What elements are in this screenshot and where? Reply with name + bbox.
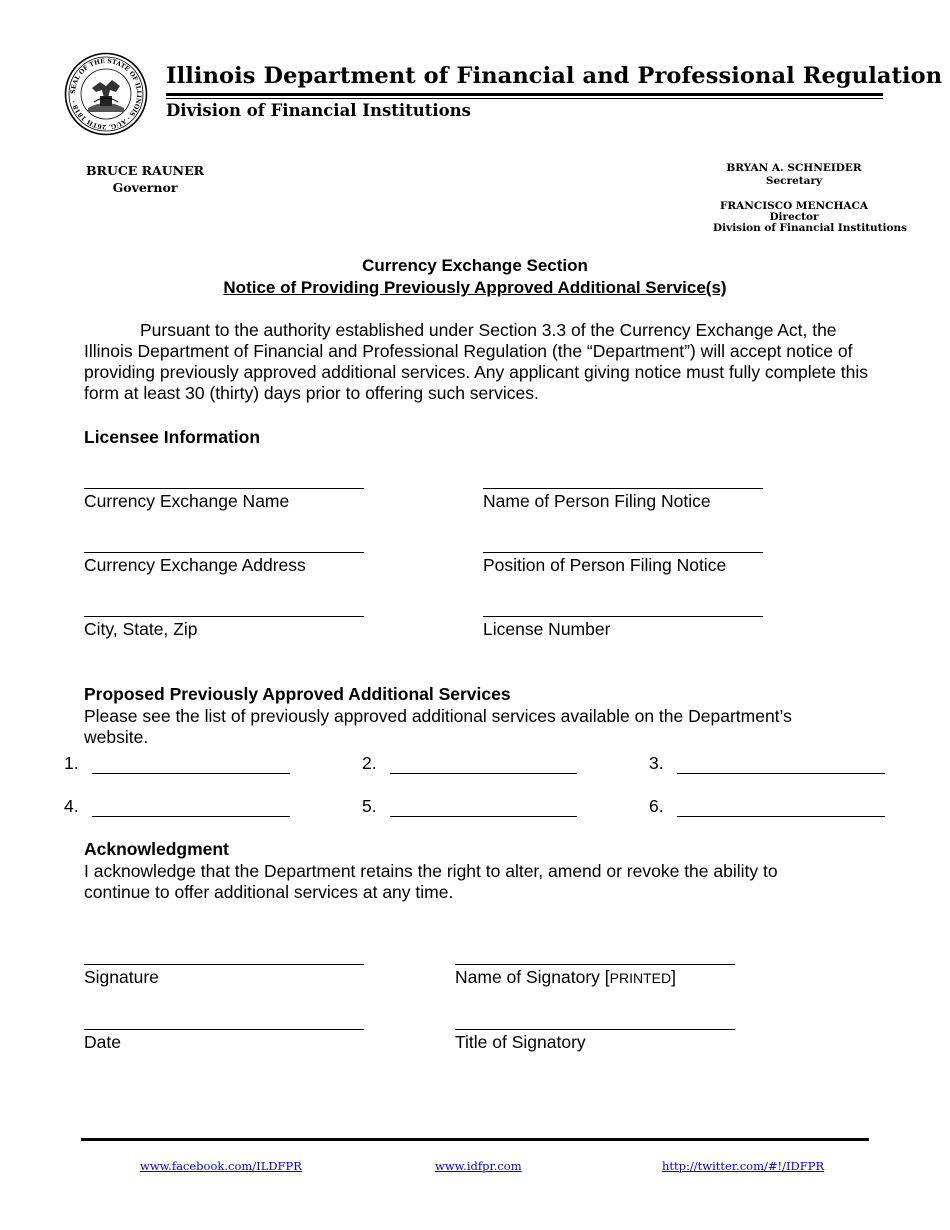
website-link[interactable]: www.idfpr.com (435, 1159, 522, 1173)
acknowledgment-text-line1: I acknowledge that the Department retains the right to alter, amend or revoke the ability to (84, 861, 778, 881)
service-number-2: 2. (362, 753, 377, 773)
filer-name-line[interactable] (483, 488, 763, 489)
signatory-title-line[interactable] (455, 1029, 735, 1030)
services-description-line2: website. (84, 727, 149, 747)
form-section-heading: Currency Exchange Section (362, 256, 588, 275)
service-1-line[interactable] (92, 773, 290, 774)
service-6-line[interactable] (677, 816, 885, 817)
service-4-line[interactable] (92, 816, 290, 817)
printed-word: PRINTED (609, 970, 672, 986)
currency-exchange-name-line[interactable] (84, 488, 364, 489)
acknowledgment-text-line2: continue to offer additional services at any time. (84, 882, 454, 902)
license-number-line[interactable] (483, 616, 763, 617)
governor-name: BRUCE RAUNER (85, 163, 204, 178)
intro-text: Pursuant to the authority established under Section 3.3 of the Currency Exchange Act, the Illinois Department of Financial and Professional Regulation (the “Department”) will accept notice of providing previously approved additional services. Any applicant giving notice must fully complete this form at least 30 (thirty) days prior to offering such services. (84, 320, 869, 403)
printed-name-label (455, 967, 676, 989)
division-title: Division of Financial Institutions (166, 101, 471, 120)
header-rule (166, 93, 883, 96)
service-3-line[interactable] (677, 773, 885, 774)
printed-name-text: Name of Signatory [ (455, 967, 610, 987)
signature-label: Signature (84, 967, 159, 987)
filer-name-label: Name of Person Filing Notice (483, 491, 711, 511)
director-name: FRANCISCO MENCHACA (719, 200, 869, 212)
secretary-name: BRYAN A. SCHNEIDER (726, 162, 862, 174)
service-number-4: 4. (64, 796, 79, 816)
license-number-label: License Number (483, 619, 611, 639)
filer-position-line[interactable] (483, 552, 763, 553)
facebook-link[interactable]: www.facebook.com/ILDFPR (140, 1159, 302, 1173)
director-title: Director (769, 211, 819, 223)
state-seal-logo (64, 52, 148, 136)
date-label: Date (84, 1032, 121, 1052)
signature-line[interactable] (84, 964, 364, 965)
services-heading: Proposed Previously Approved Additional Services (84, 684, 511, 704)
secretary-title: Secretary (765, 175, 823, 187)
director-division: Division of Financial Institutions (713, 222, 908, 234)
printed-name-line[interactable] (455, 964, 735, 965)
services-description-line1: Please see the list of previously approved additional services available on the Department’s (84, 706, 792, 726)
licensee-heading: Licensee Information (84, 427, 261, 447)
service-2-line[interactable] (390, 773, 577, 774)
footer-rule (81, 1138, 869, 1141)
department-title: Illinois Department of Financial and Professional Regulation (166, 63, 943, 89)
printed-close-bracket: ] (671, 967, 676, 987)
header-rule-thin (166, 98, 883, 99)
form-title: Notice of Providing Previously Approved Additional Service(s) (223, 278, 727, 297)
currency-exchange-name-label: Currency Exchange Name (84, 491, 290, 511)
currency-exchange-address-line[interactable] (84, 552, 364, 553)
service-number-5: 5. (362, 796, 377, 816)
city-state-zip-line[interactable] (84, 616, 364, 617)
service-5-line[interactable] (390, 816, 577, 817)
date-line[interactable] (84, 1029, 364, 1030)
filer-position-label: Position of Person Filing Notice (483, 555, 727, 575)
service-number-1: 1. (64, 753, 79, 773)
svg-text:SEAL OF THE STATE OF ILLINOIS: SEAL OF THE STATE OF ILLINOIS · AUG. 26TH 1818 · (69, 57, 143, 131)
service-number-6: 6. (649, 796, 664, 816)
city-state-zip-label: City, State, Zip (84, 619, 198, 639)
signatory-title-label: Title of Signatory (455, 1032, 586, 1052)
intro-paragraph (84, 320, 874, 404)
twitter-link[interactable]: http://twitter.com/#!/IDFPR (662, 1159, 825, 1173)
currency-exchange-address-label: Currency Exchange Address (84, 555, 306, 575)
governor-title: Governor (112, 180, 178, 195)
service-number-3: 3. (649, 753, 664, 773)
acknowledgment-heading: Acknowledgment (84, 839, 229, 859)
